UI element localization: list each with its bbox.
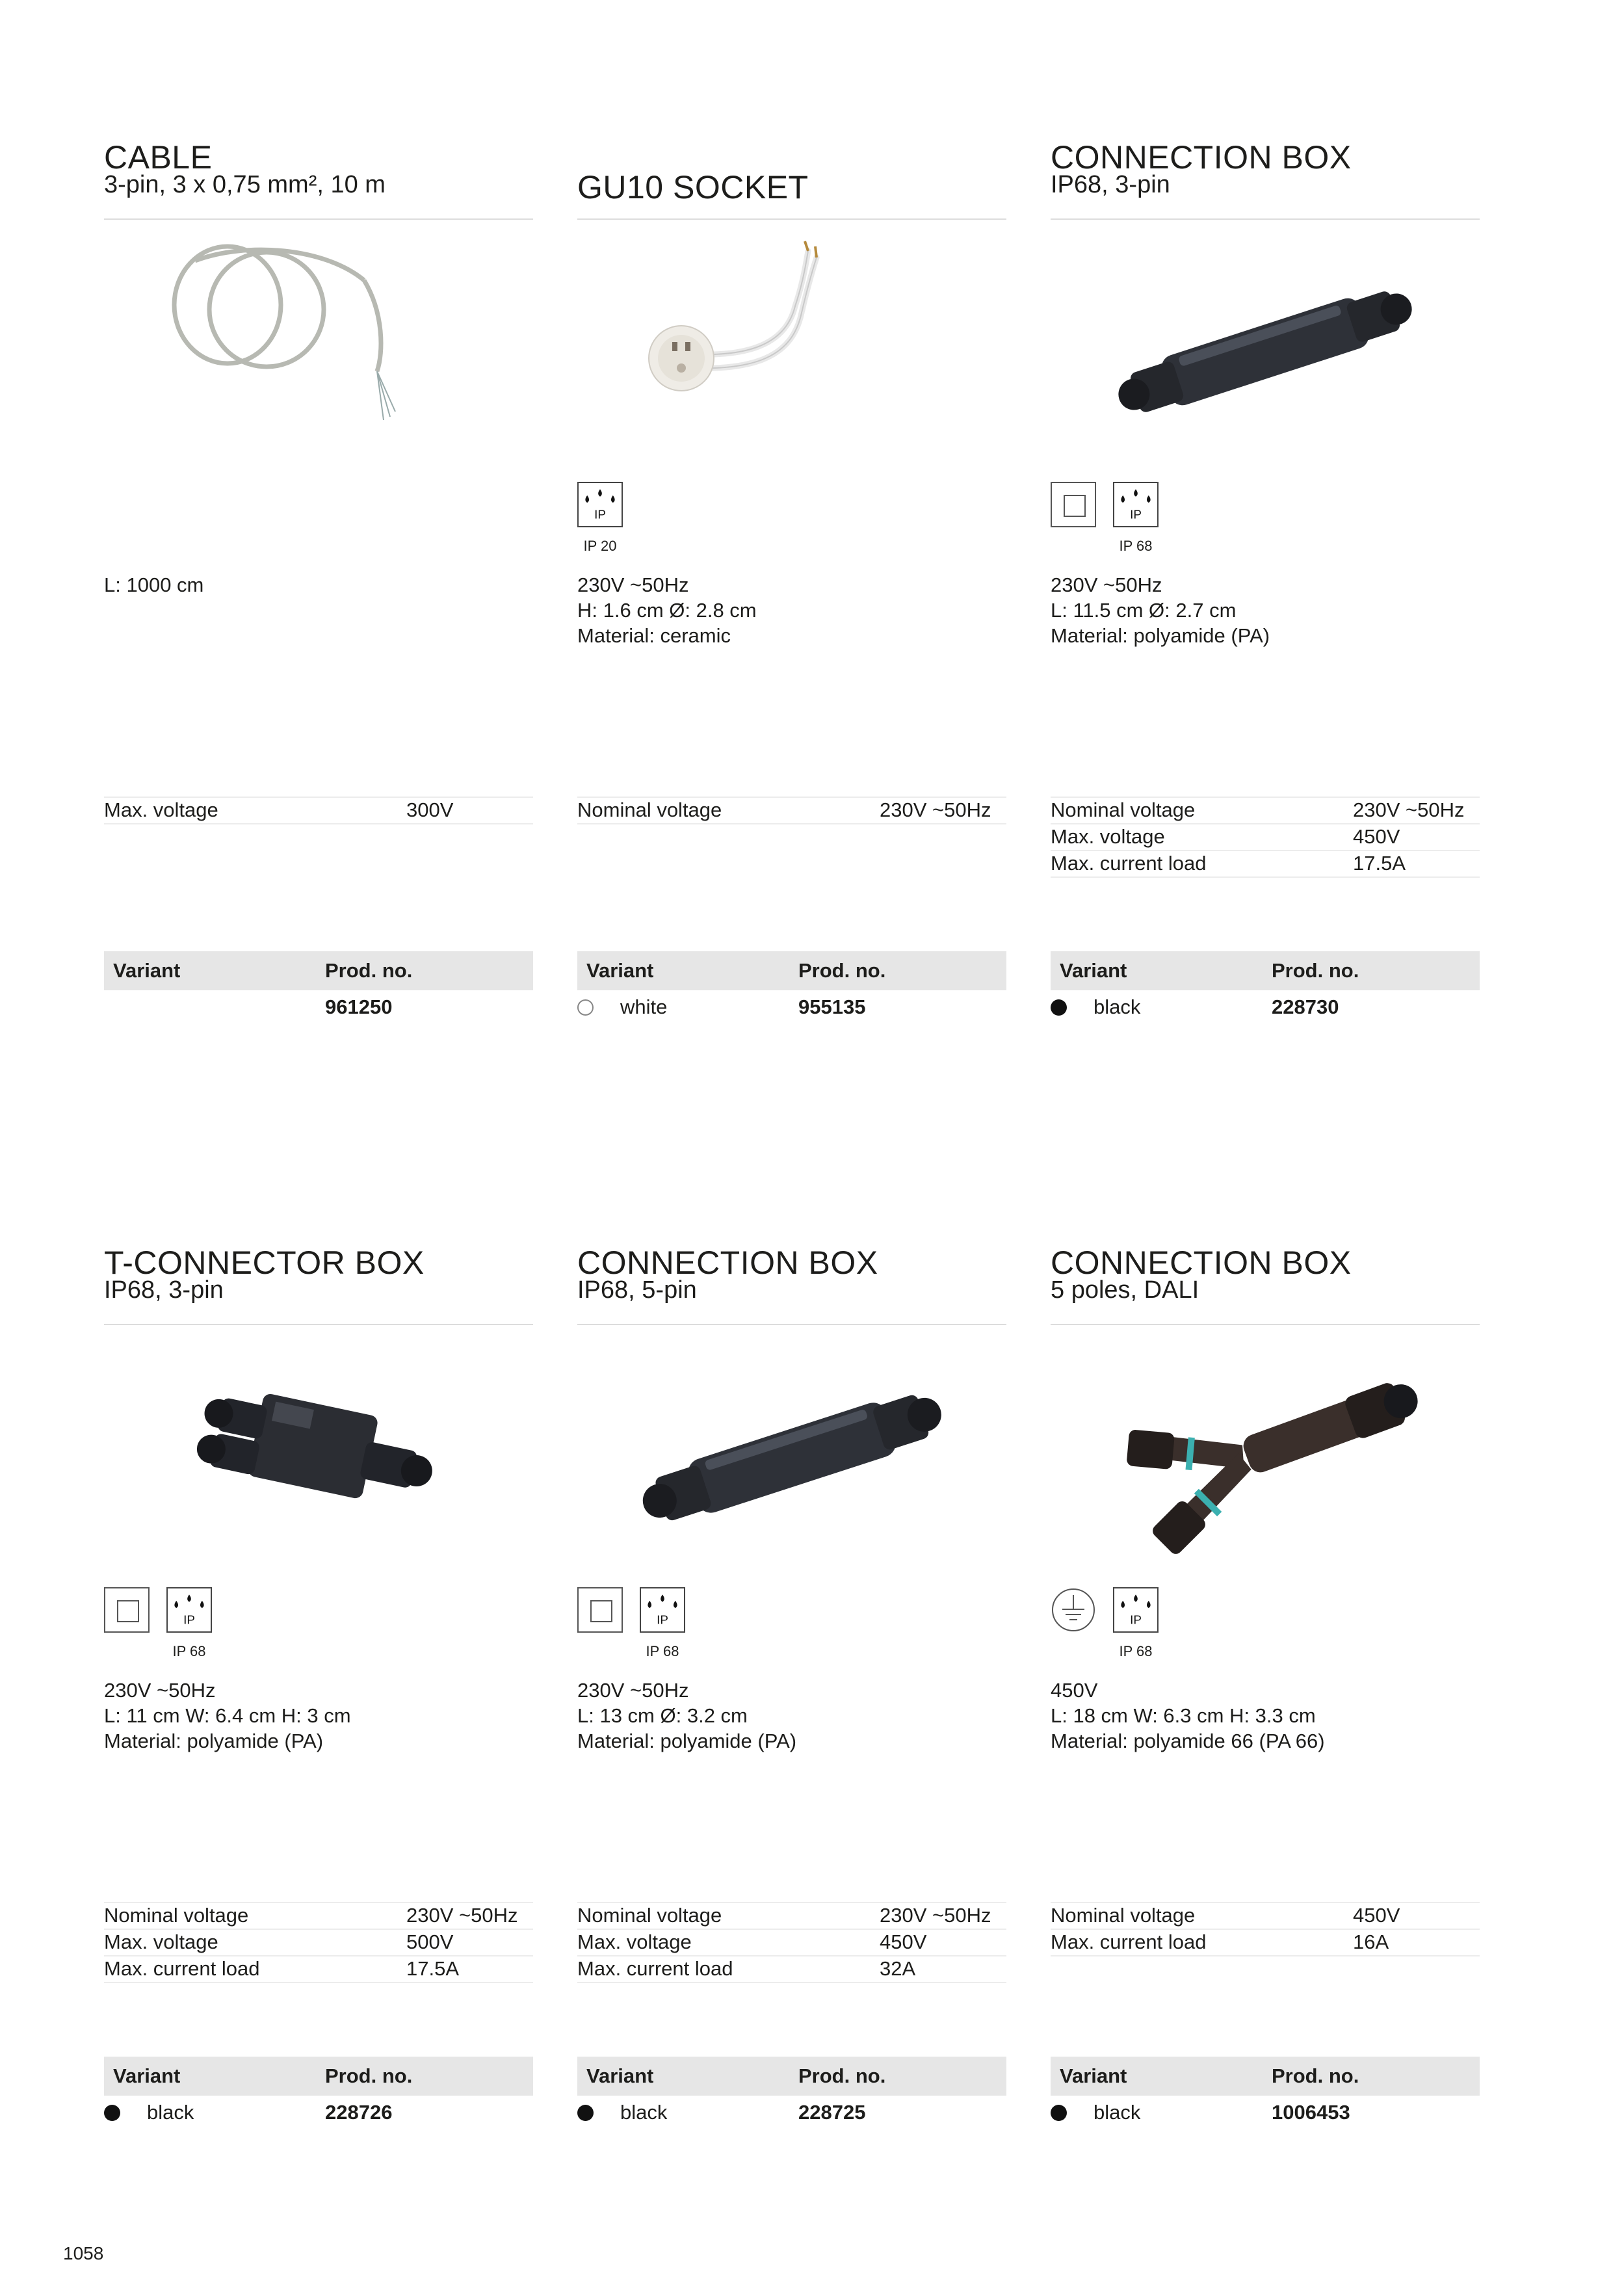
description-line: 230V ~50Hz [577,573,689,596]
prod-number: 228725 [798,2101,866,2124]
spec-key: Nominal voltage [577,798,722,821]
product-card-t-connector-box [104,1245,533,2124]
variant-table [1051,951,1480,1024]
product-description [104,572,533,598]
product-subtitle: 5 poles, DALI [1051,1276,1199,1304]
product-header [577,1245,1006,1325]
variant-column-header: Variant [113,2064,181,2087]
spec-key: Max. current load [104,1957,260,1980]
spec-value: 32A [880,1957,916,1980]
variant-name: black [1094,995,1141,1018]
product-subtitle: IP68, 5-pin [577,1276,697,1304]
product-title: CABLE [104,139,213,176]
product-description [577,1678,1006,1754]
variant-row [577,990,1006,1024]
protection-class-icon [1051,482,1096,527]
variant-row [577,2096,1006,2129]
variant-name: white [620,995,668,1018]
variant-table-header [104,951,533,990]
color-swatch-black [104,2105,120,2121]
ip-rating-icon [577,482,623,527]
spec-value: 17.5A [1353,852,1406,875]
spec-value: 300V [406,798,454,821]
earth-ground-icon [1051,1587,1096,1633]
spec-key: Nominal voltage [104,1904,249,1927]
ip-icon-text: IP [1130,1613,1142,1627]
product-card-connection-box-3pin [1051,139,1480,1018]
ip-rating-icon [166,1587,212,1633]
variant-column-header: Variant [586,959,654,982]
spec-row [577,1955,1006,1983]
spec-row [577,1902,1006,1929]
prod-no-column-header: Prod. no. [1272,2064,1359,2087]
spec-row [104,797,533,824]
variant-table [104,2057,533,2129]
description-line: 230V ~50Hz [1051,573,1162,596]
ip-icon-text: IP [183,1613,195,1627]
spec-key: Max. current load [577,1957,733,1980]
description-line: L: 11.5 cm Ø: 2.7 cm [1051,599,1237,622]
product-photo [104,1327,533,1581]
variant-table [1051,2057,1480,2129]
spec-value: 230V ~50Hz [1353,798,1465,821]
variant-table-header [104,2057,533,2096]
spec-value: 230V ~50Hz [880,798,991,821]
spec-value: 450V [1353,1904,1400,1927]
product-title: CONNECTION BOX [1051,139,1352,176]
description-line: 230V ~50Hz [104,1679,216,1702]
ip-rating-label: IP 68 [1119,1643,1153,1659]
spec-row [1051,1929,1480,1956]
variant-column-header: Variant [1060,959,1127,982]
protection-class-icon [104,1587,150,1633]
variant-table-header [577,951,1006,990]
product-title: CONNECTION BOX [1051,1245,1352,1281]
prod-number: 228726 [325,2101,393,2124]
ip-rating-label: IP 68 [172,1643,206,1659]
spec-key: Max. voltage [577,1930,692,1953]
spec-key: Max. voltage [104,1930,218,1953]
product-photo [1051,222,1480,475]
variant-name: black [147,2101,194,2124]
variant-table-header [1051,2057,1480,2096]
description-line: L: 13 cm Ø: 3.2 cm [577,1704,748,1727]
product-photo [1051,1327,1480,1581]
ip-rating-label: IP 68 [1119,538,1153,554]
product-title: GU10 SOCKET [577,169,809,205]
variant-column-header: Variant [113,959,181,982]
color-swatch-white [577,999,594,1016]
product-header [104,140,533,220]
prod-number: 955135 [798,995,866,1018]
variant-column-header: Variant [586,2064,654,2087]
product-card-cable [104,139,533,1018]
spec-table [1051,797,1480,878]
product-card-connection-box-dali [1051,1245,1480,2124]
variant-name: black [620,2101,668,2124]
certification-icons [1051,1587,1480,1665]
product-description [577,572,1006,648]
prod-no-column-header: Prod. no. [325,959,413,982]
product-title: CONNECTION BOX [577,1245,878,1281]
certification-icons [1051,482,1480,560]
ip-icon-text: IP [594,507,606,521]
ip-rating-icon [1113,1587,1159,1633]
spec-value: 230V ~50Hz [880,1904,991,1927]
description-line: L: 18 cm W: 6.3 cm H: 3.3 cm [1051,1704,1316,1727]
prod-no-column-header: Prod. no. [325,2064,413,2087]
spec-value: 450V [1353,825,1400,848]
page-number: 1058 [63,2243,104,2263]
description-line: Material: polyamide (PA) [577,1730,797,1752]
certification-icons [577,1587,1006,1665]
product-description [1051,1678,1480,1754]
spec-row [1051,1902,1480,1929]
spec-row [577,1929,1006,1955]
description-line: L: 1000 cm [104,573,204,596]
spec-table [104,1902,533,1983]
variant-row [1051,990,1480,1024]
spec-key: Nominal voltage [1051,1904,1196,1927]
ip-rating-label: IP 20 [583,538,617,554]
product-header [577,140,1006,220]
description-line: Material: polyamide 66 (PA 66) [1051,1730,1325,1752]
color-swatch-black [577,2105,594,2121]
spec-row [104,1955,533,1983]
spec-table [1051,1902,1480,1956]
description-line: 230V ~50Hz [577,1679,689,1702]
product-photo [104,222,533,475]
certification-icons [104,1587,533,1665]
color-swatch-black [1051,2105,1067,2121]
product-description [104,1678,533,1754]
product-description [1051,572,1480,648]
spec-row [104,1929,533,1955]
product-header [1051,1245,1480,1325]
spec-key: Nominal voltage [577,1904,722,1927]
spec-value: 230V ~50Hz [406,1904,518,1927]
spec-value: 16A [1353,1930,1389,1953]
ip-rating-label: IP 68 [646,1643,679,1659]
prod-number: 961250 [325,995,393,1018]
variant-column-header: Variant [1060,2064,1127,2087]
prod-no-column-header: Prod. no. [1272,959,1359,982]
certification-icons [577,482,1006,560]
spec-key: Nominal voltage [1051,798,1196,821]
product-card-connection-box-5pin [577,1245,1006,2124]
variant-row [104,990,533,1024]
variant-table-header [1051,951,1480,990]
spec-value: 500V [406,1930,454,1953]
spec-row [1051,850,1480,878]
ip-rating-icon [1113,482,1159,527]
spec-table [104,797,533,824]
prod-number: 1006453 [1272,2101,1350,2124]
color-swatch-black [1051,999,1067,1016]
spec-key: Max. voltage [104,798,218,821]
variant-table [577,951,1006,1024]
product-header [104,1245,533,1325]
product-photo [577,1327,1006,1581]
ip-icon-text: IP [1130,507,1142,521]
spec-key: Max. current load [1051,852,1207,875]
description-line: 450V [1051,1679,1098,1702]
product-photo [577,222,1006,475]
variant-row [104,2096,533,2129]
variant-table-header [577,2057,1006,2096]
spec-row [1051,823,1480,850]
product-title: T-CONNECTOR BOX [104,1245,425,1281]
prod-no-column-header: Prod. no. [798,959,886,982]
spec-key: Max. current load [1051,1930,1207,1953]
product-subtitle: IP68, 3-pin [104,1276,224,1304]
spec-row [1051,797,1480,823]
spec-table [577,1902,1006,1983]
ip-rating-icon [640,1587,685,1633]
description-line: Material: polyamide (PA) [1051,624,1270,647]
prod-no-column-header: Prod. no. [798,2064,886,2087]
variant-row [1051,2096,1480,2129]
prod-number: 228730 [1272,995,1339,1018]
description-line: H: 1.6 cm Ø: 2.8 cm [577,599,757,622]
variant-name: black [1094,2101,1141,2124]
description-line: L: 11 cm W: 6.4 cm H: 3 cm [104,1704,351,1727]
variant-table [104,951,533,1024]
product-subtitle: IP68, 3-pin [1051,171,1170,198]
product-header [1051,140,1480,220]
protection-class-icon [577,1587,623,1633]
ip-icon-text: IP [657,1613,668,1627]
product-card-gu10-socket [577,140,1006,1018]
spec-row [577,797,1006,824]
spec-value: 450V [880,1930,927,1953]
spec-row [104,1902,533,1929]
description-line: Material: ceramic [577,624,731,647]
spec-value: 17.5A [406,1957,460,1980]
product-subtitle: 3-pin, 3 x 0,75 mm², 10 m [104,171,386,198]
description-line: Material: polyamide (PA) [104,1730,324,1752]
variant-table [577,2057,1006,2129]
spec-key: Max. voltage [1051,825,1165,848]
spec-table [577,797,1006,824]
